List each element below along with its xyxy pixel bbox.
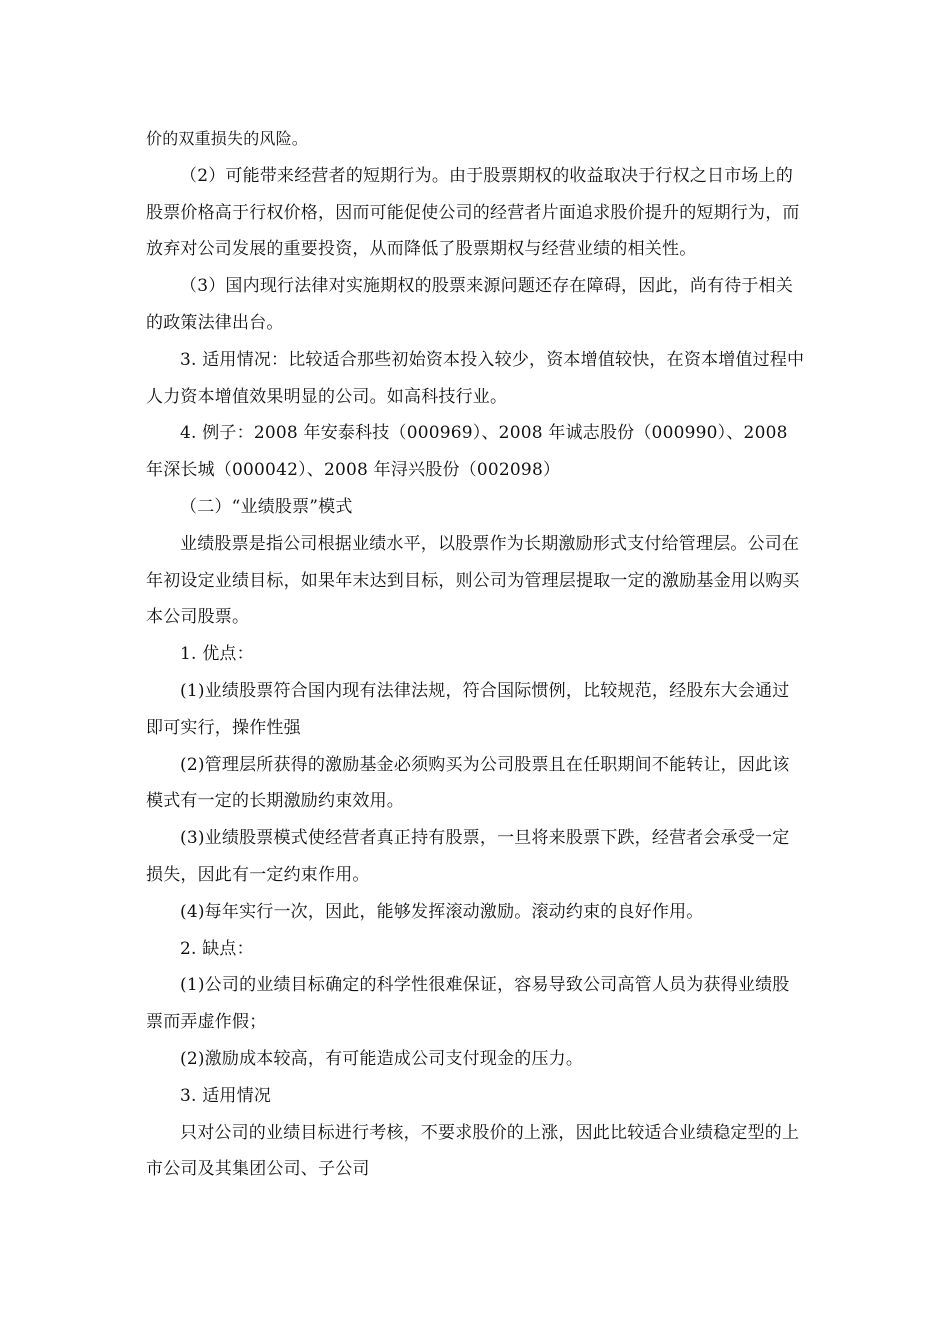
advantage-item-3: (3)业绩股票模式使经营者真正持有股票，一旦将来股票下跌，经营者会承受一定损失，因此有一定约束作用。 (146, 828, 790, 885)
paragraph-examples: 4. 例子：2008 年安泰科技（000969）、2008 年诚志股份（000990）、2008 年深长城（000042）、2008 年浔兴股份（002098） (146, 423, 788, 481)
paragraph-disadvantage-2: （2）可能带来经营者的短期行为。由于股票期权的收益取决于行权之日市场上的股票价格高于行权价格，因而可能促使公司的经营者片面追求股价提升的短期行为，而放弃对公司发展的重要投资，从而降低了股票期权与经营业绩的相关性。 (146, 165, 800, 260)
paragraph-continuation: 价的双重损失的风险。 (146, 129, 309, 148)
advantage-item-2: (2)管理层所获得的激励基金必须购买为公司股票且在任职期间不能转让，因此该模式有一定的长期激励约束效用。 (146, 754, 790, 812)
heading-advantages: 1. 优点： (180, 644, 254, 665)
paragraph-applicable-situation-detail: 只对公司的业绩目标进行考核，不要求股价的上涨，因此比较适合业绩稳定型的上市公司及其集团公司、子公司 (146, 1122, 800, 1180)
paragraph-disadvantage-3: （3）国内现行法律对实施期权的股票来源问题还存在障碍，因此，尚有待于相关的政策法律出台。 (146, 276, 794, 333)
paragraph-performance-shares-definition: 业绩股票是指公司根据业绩水平，以股票作为长期激励形式支付给管理层。公司在年初设定业绩目标，如果年末达到目标，则公司为管理层提取一定的激励基金用以购买本公司股票。 (146, 533, 800, 628)
disadvantage-item-1: (1)公司的业绩目标确定的科学性很难保证，容易导致公司高管人员为获得业绩股票而弄虚作假； (146, 975, 790, 1033)
advantage-item-1: (1)业绩股票符合国内现有法律法规，符合国际惯例，比较规范，经股东大会通过即可实行，操作性强 (146, 680, 790, 738)
disadvantage-item-2: (2)激励成本较高，有可能造成公司支付现金的压力。 (180, 1048, 584, 1069)
section-heading-performance-shares: （二）“业绩股票”模式 (180, 496, 353, 517)
document-body (146, 121, 806, 1188)
heading-applicable-situation: 3. 适用情况 (180, 1085, 272, 1106)
paragraph-applicable-situation: 3. 适用情况：比较适合那些初始资本投入较少，资本增值较快，在资本增值过程中人力资本增值效果明显的公司。如高科技行业。 (146, 349, 805, 407)
heading-disadvantages: 2. 缺点： (180, 938, 254, 959)
advantage-item-4: (4)每年实行一次，因此，能够发挥滚动激励。滚动约束的良好作用。 (180, 901, 704, 922)
